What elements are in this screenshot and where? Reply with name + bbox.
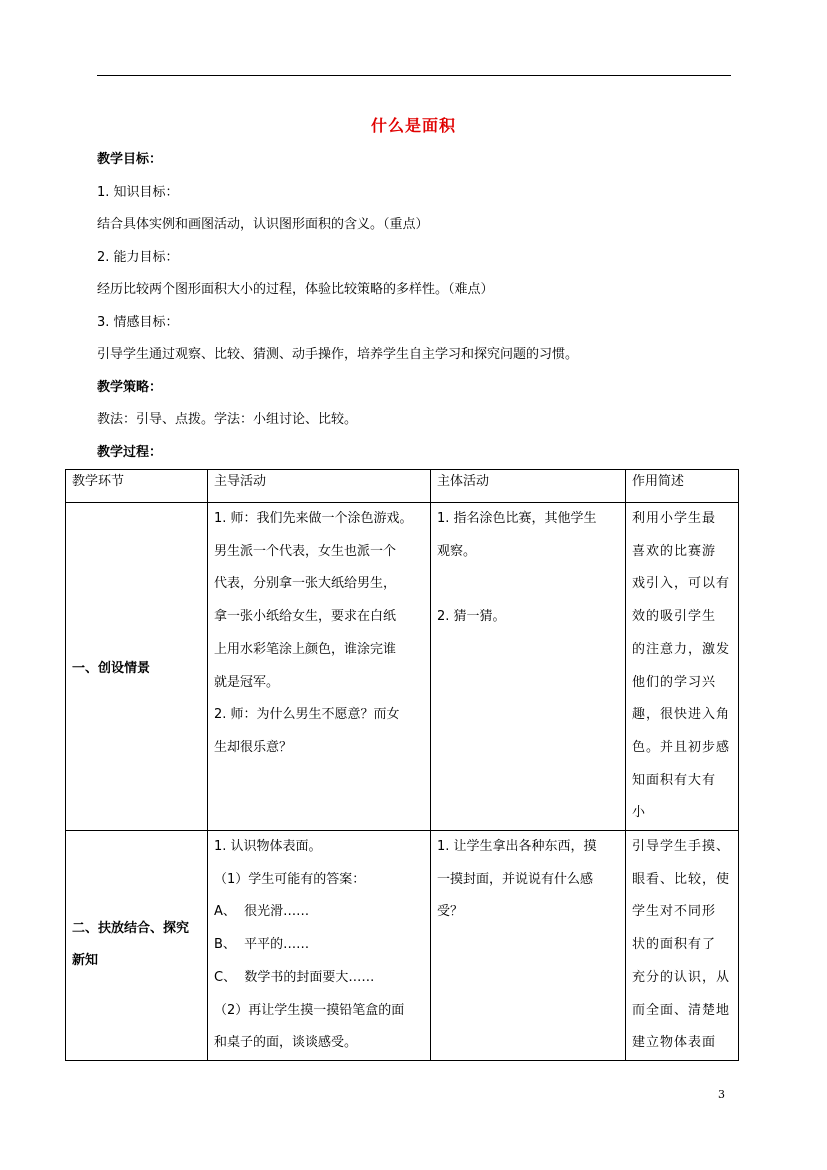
leading-line: C、 数学书的封面要大……	[214, 969, 375, 985]
goal-1-text: 结合具体实例和画图活动，认识图形面积的含义。（重点）	[97, 217, 429, 232]
purpose-line: 戏引入，可以有	[632, 576, 731, 592]
leading-line: 拿一张小纸给女生，要求在白纸	[214, 609, 397, 625]
student-line: 2. 猜一猜。	[437, 609, 506, 625]
goal-1-label: 1. 知识目标：	[97, 185, 179, 200]
leading-line: 男生派一个代表，女生也派一个	[214, 543, 397, 559]
purpose-line: 利用小学生最	[632, 511, 717, 526]
leading-line: 上用水彩笔涂上颜色，谁涂完谁	[214, 641, 397, 657]
goals-heading: 教学目标：	[97, 152, 163, 167]
student-line: 1. 让学生拿出各种东西，摸	[437, 839, 597, 855]
goal-2-text: 经历比较两个图形面积大小的过程，体验比较策略的多样性。（难点）	[97, 282, 494, 297]
stage-cell	[66, 831, 208, 1061]
goal-3-label: 3. 情感目标：	[97, 315, 179, 330]
table-header-row	[66, 470, 739, 503]
header-rule	[97, 75, 731, 76]
purpose-line: 学生对不同形	[632, 904, 717, 920]
purpose-line: 的注意力，激发	[632, 641, 731, 657]
purpose-line: 眼看、比较，使	[632, 871, 731, 887]
purpose-line: 色。并且初步感	[632, 739, 731, 755]
purpose-line: 趣，很快进入角	[632, 707, 731, 723]
purpose-line: 而全面、清楚地	[632, 1002, 731, 1018]
student-line: 观察。	[437, 543, 477, 559]
leading-line: （1）学生可能有的答案：	[214, 871, 366, 887]
student-line: 受？	[437, 904, 464, 920]
student-line	[437, 568, 619, 601]
purpose-line: 引导学生手摸、	[632, 839, 731, 855]
leading-line: （2）再让学生摸一摸铅笔盒的面	[214, 1002, 405, 1018]
leading-cell	[208, 503, 431, 831]
purpose-line: 喜欢的比赛游	[632, 543, 717, 559]
document-title: 什么是面积	[370, 116, 456, 135]
leading-line: 代表，分别拿一张大纸给男生，	[214, 576, 397, 592]
leading-line: A、 很光滑……	[214, 904, 310, 920]
teaching-process-table	[65, 469, 739, 1061]
student-line: 一摸封面，并说说有什么感	[437, 871, 594, 887]
purpose-line: 建立物体表面	[632, 1035, 717, 1051]
purpose-cell	[626, 503, 739, 831]
leading-line: 就是冠军。	[214, 674, 280, 690]
strategy-text: 教法：引导、点拨。学法：小组讨论、比较。	[97, 412, 358, 427]
purpose-line: 状的面积有了	[632, 937, 717, 953]
purpose-cell	[626, 831, 739, 1061]
stage-label: 一、创设情景	[72, 661, 151, 677]
table-row	[66, 831, 739, 1061]
leading-line: B、 平平的……	[214, 937, 310, 953]
student-line: 1. 指名涂色比赛，其他学生	[437, 511, 597, 526]
leading-line: 2. 师：为什么男生不愿意？而女	[214, 707, 400, 723]
strategy-heading: 教学策略：	[97, 380, 163, 395]
header-leading: 主导活动	[208, 470, 431, 503]
purpose-line: 他们的学习兴	[632, 674, 717, 690]
purpose-line: 小	[632, 805, 647, 821]
leading-line: 1. 师：我们先来做一个涂色游戏。	[214, 511, 413, 526]
header-student: 主体活动	[431, 470, 626, 503]
stage-cell	[66, 503, 208, 831]
leading-line: 1. 认识物体表面。	[214, 839, 322, 855]
leading-cell	[208, 831, 431, 1061]
header-stage: 教学环节	[66, 470, 208, 503]
stage-label: 新知	[72, 953, 99, 969]
purpose-line: 充分的认识，从	[632, 969, 731, 985]
leading-line: 生却很乐意？	[214, 739, 293, 755]
purpose-line: 效的吸引学生	[632, 609, 717, 625]
purpose-line: 知面积有大有	[632, 772, 717, 788]
student-cell	[431, 831, 626, 1061]
table-row	[66, 503, 739, 831]
goal-3-text: 引导学生通过观察、比较、猜测、动手操作，培养学生自主学习和探究问题的习惯。	[97, 347, 579, 362]
header-purpose: 作用简述	[626, 470, 739, 503]
page-number: 3	[718, 1088, 725, 1101]
leading-line: 和桌子的面，谈谈感受。	[214, 1035, 358, 1051]
stage-label: 二、扶放结合、探究	[72, 920, 190, 936]
student-cell	[431, 503, 626, 831]
goal-2-label: 2. 能力目标：	[97, 250, 179, 265]
process-heading: 教学过程：	[97, 445, 163, 460]
